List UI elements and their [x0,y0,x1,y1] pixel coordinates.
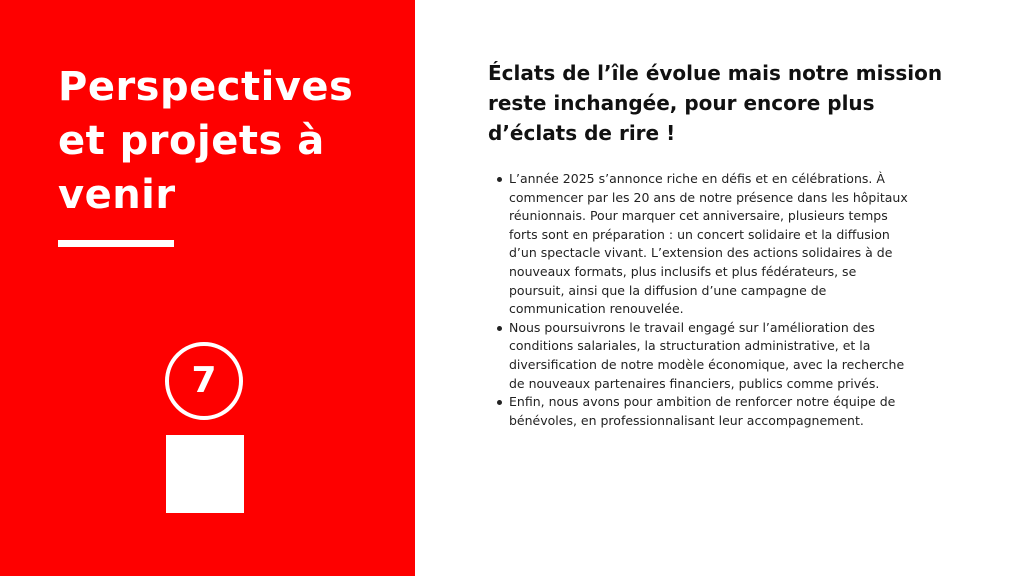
bullet-item: Nous poursuivrons le travail engagé sur l’amélioration des conditions salariales, la structuration administrative, et la diversification de notre modèle économique, avec la recherche de nouveaux partenaires financiers, publics comme privés. [495,319,915,393]
page-number: 7 [191,360,217,401]
subtitle: Éclats de l’île évolue mais notre mission reste inchangée, pour encore plus d’éclats de rire ! [488,61,943,145]
right-panel [415,0,1024,576]
bullet-item: L’année 2025 s’annonce riche en défis et en célébrations. À commencer par les 20 ans de notre présence dans les hôpitaux réunionnais. Pour marquer cet anniversaire, plusieurs temps forts sont en préparation : un concert solidaire et la diffusion d’un spectacle vivant. L’extension des actions solidaires à de nouveaux formats, plus inclusifs et plus fédérateurs, se poursuit, ainsi que la diffusion d’une campagne de communication renouvelée. [495,170,915,319]
decorative-square [166,435,244,513]
page-number-circle [165,342,243,420]
bullet-list [495,170,915,430]
left-panel [0,0,415,576]
title-underline [58,240,174,247]
bullet-item: Enfin, nous avons pour ambition de renforcer notre équipe de bénévoles, en professionnalisant leur accompagnement. [495,393,915,430]
slide-title: Perspectives et projets à venir [58,64,354,218]
